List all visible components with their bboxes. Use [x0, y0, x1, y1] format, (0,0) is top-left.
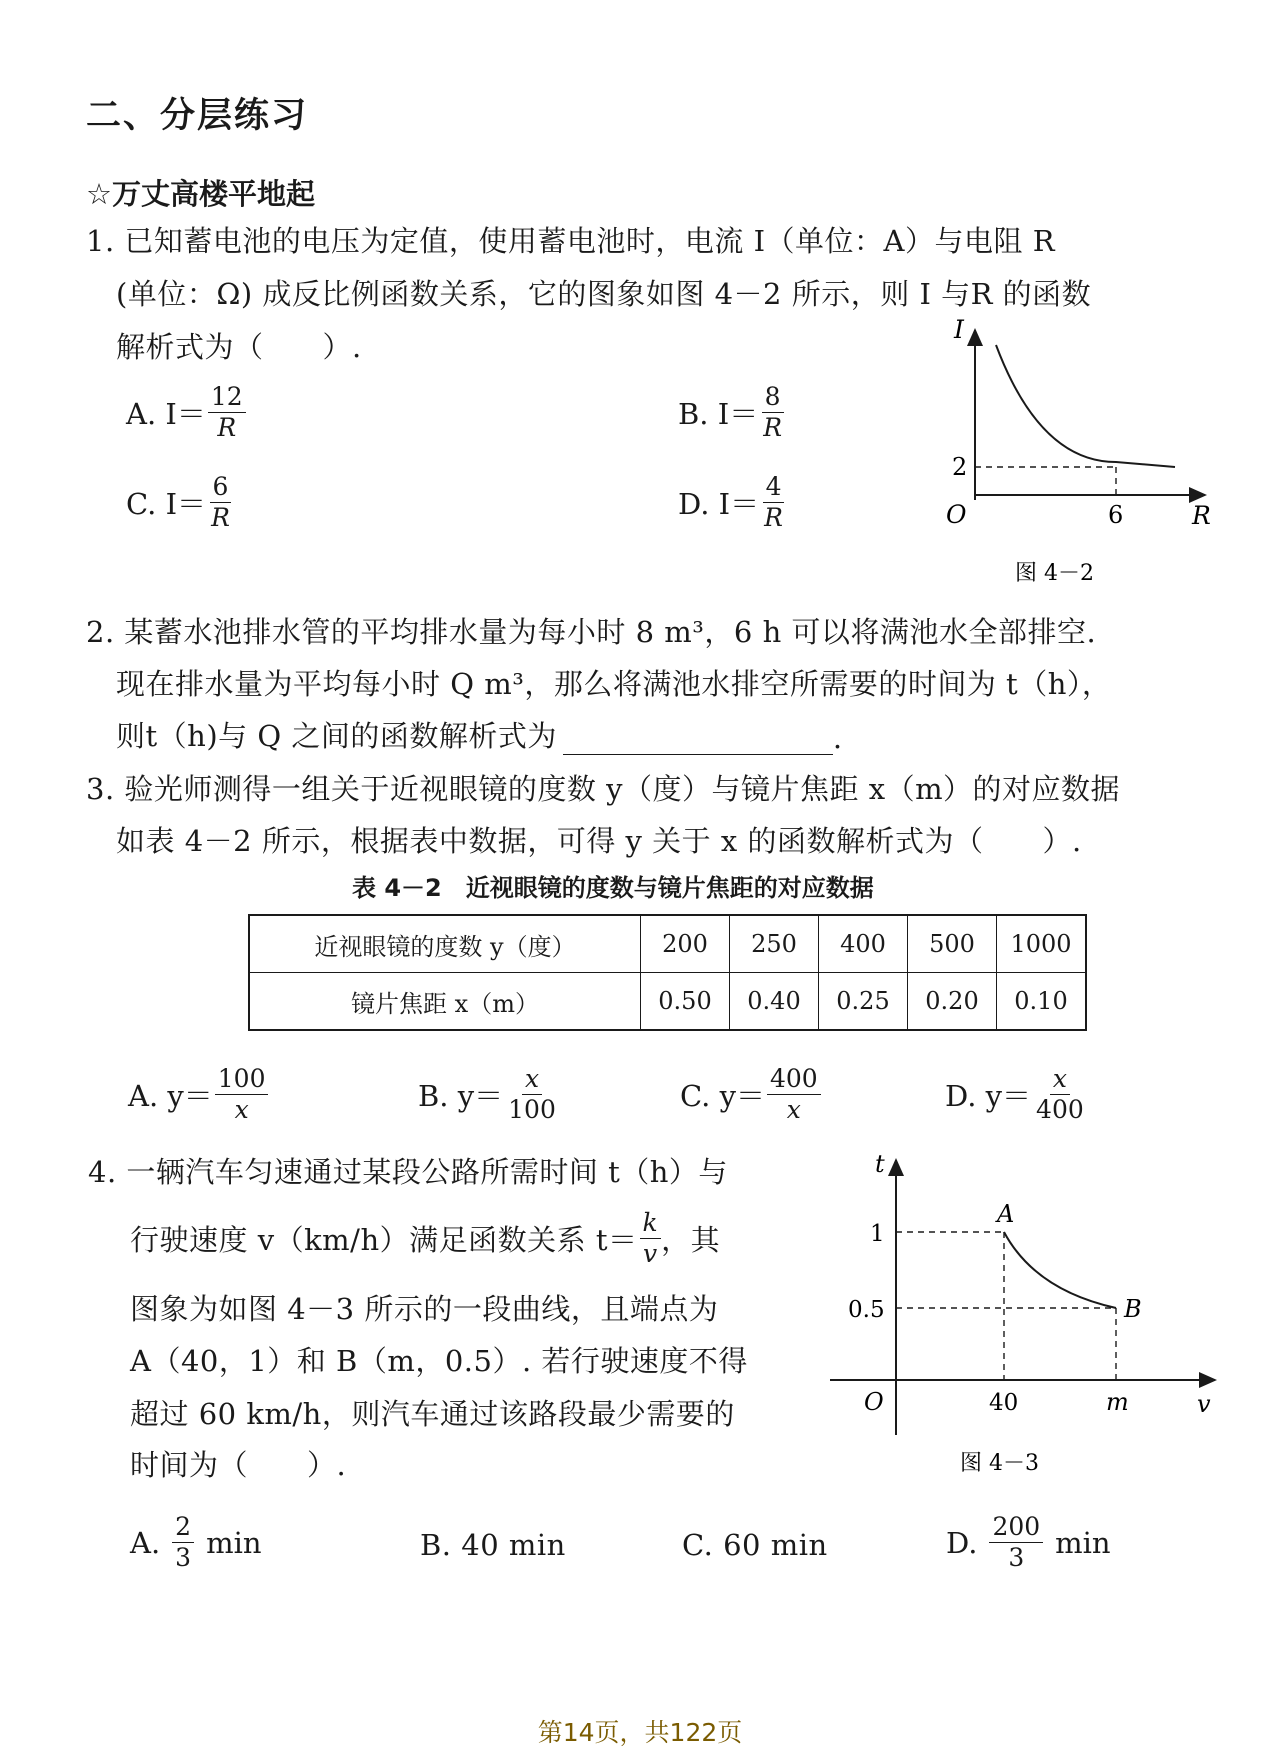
q4-line-4: A（40，1）和 B（m，0.5）. 若行驶速度不得	[130, 1344, 748, 1378]
y-tick-label: 0.5	[848, 1297, 885, 1323]
x-axis-label: R	[1192, 501, 1211, 530]
x-tick-label: 40	[989, 1390, 1019, 1416]
table-cell: 0.40	[730, 973, 819, 1031]
y-tick-label: 2	[952, 453, 968, 481]
origin-label: O	[864, 1388, 884, 1416]
q3-option-a[interactable]	[128, 1064, 268, 1125]
q2-end-mark: .	[832, 721, 843, 755]
q2-line-3	[116, 714, 843, 755]
fraction: $\frac{200}{3}$	[989, 1512, 1043, 1573]
subsection-title: ☆万丈高楼平地起	[86, 177, 315, 211]
curve-segment	[1004, 1232, 1116, 1308]
table-cell: 1000	[997, 915, 1087, 973]
origin-label: O	[946, 500, 967, 529]
figure-caption: 图 4－2	[1015, 561, 1094, 586]
fraction: $\frac{400}{x}$	[767, 1064, 821, 1125]
section-title: 二、分层练习	[86, 96, 309, 136]
table-cell: 0.10	[997, 973, 1087, 1031]
q1-line-2: (单位：Ω) 成反比例函数关系，它的图象如图 4－2 所示，则 I 与R 的函数	[116, 277, 1092, 311]
table-cell: 200	[641, 915, 730, 973]
q2-line-3-text: 则t（h)与 Q 之间的函数解析式为	[116, 719, 557, 753]
fraction: $\frac{k}{v}$	[640, 1208, 662, 1269]
table-row	[249, 973, 1086, 1031]
q3-option-b[interactable]	[418, 1064, 559, 1125]
option-unit: min	[1055, 1525, 1111, 1560]
point-a-label: A	[997, 1200, 1015, 1228]
y-axis-label: t	[875, 1150, 885, 1178]
figure-4-3	[820, 1140, 1240, 1480]
option-prefix: D. y＝	[945, 1079, 1032, 1113]
option-prefix: D.	[946, 1525, 978, 1560]
table-caption: 表 4－2 近视眼镜的度数与镜片焦距的对应数据	[352, 874, 874, 902]
table-cell: 0.25	[819, 973, 908, 1031]
fraction: $\frac{6}{R}$	[211, 472, 230, 532]
figure-caption: 图 4－3	[960, 1451, 1039, 1476]
q4-option-c[interactable]: C. 60 min	[682, 1528, 828, 1562]
q4-line-2	[130, 1208, 720, 1269]
fraction: $\frac{8}{R}$	[763, 382, 783, 442]
x-axis-label: v	[1197, 1390, 1211, 1418]
fraction: $\frac{100}{x}$	[215, 1064, 269, 1125]
data-table	[248, 914, 1087, 1031]
y-axis-label: I	[954, 315, 964, 344]
q3-line-1: 3. 验光师测得一组关于近视眼镜的度数 y（度）与镜片焦距 x（m）的对应数据	[86, 772, 1121, 806]
q3-line-2: 如表 4－2 所示，根据表中数据，可得 y 关于 x 的函数解析式为（ ）.	[116, 824, 1082, 858]
table-cell: 0.50	[641, 973, 730, 1031]
x-tick-label: 6	[1108, 501, 1124, 529]
q4-line-3: 图象为如图 4－3 所示的一段曲线，且端点为	[130, 1292, 719, 1326]
table-row-header: 镜片焦距 x（m）	[249, 973, 641, 1031]
table-cell: 500	[908, 915, 997, 973]
fraction: $\frac{12}{R}$	[208, 382, 246, 443]
inverse-curve	[996, 345, 1175, 467]
option-prefix: C. y＝	[680, 1079, 765, 1113]
q1-option-c[interactable]	[126, 472, 233, 533]
q2-line-2: 现在排水量为平均每小时 Q m³，那么将满池水排空所需要的时间为 t（h），	[116, 667, 1112, 701]
table-row	[249, 915, 1086, 973]
table-cell: 250	[730, 915, 819, 973]
option-prefix: A. I＝	[126, 397, 206, 431]
q1-option-b[interactable]	[678, 382, 785, 443]
q4-line-2-tail: ，其	[661, 1223, 721, 1257]
fraction: $\frac{x}{400}$	[1036, 1064, 1084, 1124]
q1-line-3: 解析式为（ ）.	[116, 330, 362, 364]
table-row-header: 近视眼镜的度数 y（度）	[249, 915, 641, 973]
q4-option-a[interactable]	[130, 1512, 262, 1573]
q4-option-b[interactable]: B. 40 min	[420, 1528, 566, 1562]
option-prefix: B. y＝	[418, 1079, 504, 1113]
q4-line-6: 时间为（ ）.	[130, 1448, 347, 1482]
q4-line-2-text: 行驶速度 v（km/h）满足函数关系 t＝	[130, 1223, 638, 1257]
option-prefix: D. I＝	[678, 487, 760, 521]
y-tick-label: 1	[870, 1221, 885, 1247]
option-prefix: A.	[130, 1525, 161, 1560]
q1-option-a[interactable]	[126, 382, 246, 443]
option-prefix: B. I＝	[678, 397, 759, 431]
x-tick-label: m	[1106, 1388, 1129, 1416]
point-b-label: B	[1124, 1295, 1142, 1323]
page-footer: 第14页，共122页	[537, 1718, 743, 1747]
fraction: $\frac{x}{100}$	[508, 1064, 556, 1124]
q4-line-1: 4. 一辆汽车匀速通过某段公路所需时间 t（h）与	[88, 1155, 728, 1189]
q3-option-d[interactable]	[945, 1064, 1087, 1125]
figure-4-2	[930, 310, 1230, 590]
fraction: $\frac{2}{3}$	[172, 1512, 194, 1573]
fraction: $\frac{4}{R}$	[764, 472, 783, 532]
q4-line-5: 超过 60 km/h，则汽车通过该路段最少需要的	[130, 1397, 735, 1431]
q1-option-d[interactable]	[678, 472, 786, 533]
q3-option-c[interactable]	[680, 1064, 821, 1125]
option-prefix: C. I＝	[126, 487, 207, 521]
q4-option-d[interactable]	[946, 1512, 1111, 1573]
answer-blank[interactable]	[563, 728, 833, 755]
option-prefix: A. y＝	[128, 1079, 213, 1113]
option-unit: min	[206, 1525, 262, 1560]
table-cell: 400	[819, 915, 908, 973]
q1-line-1: 1. 已知蓄电池的电压为定值，使用蓄电池时，电流 I（单位：A）与电阻 R	[86, 224, 1056, 258]
q2-line-1: 2. 某蓄水池排水管的平均排水量为每小时 8 m³，6 h 可以将满池水全部排空.	[86, 615, 1097, 649]
table-cell: 0.20	[908, 973, 997, 1031]
